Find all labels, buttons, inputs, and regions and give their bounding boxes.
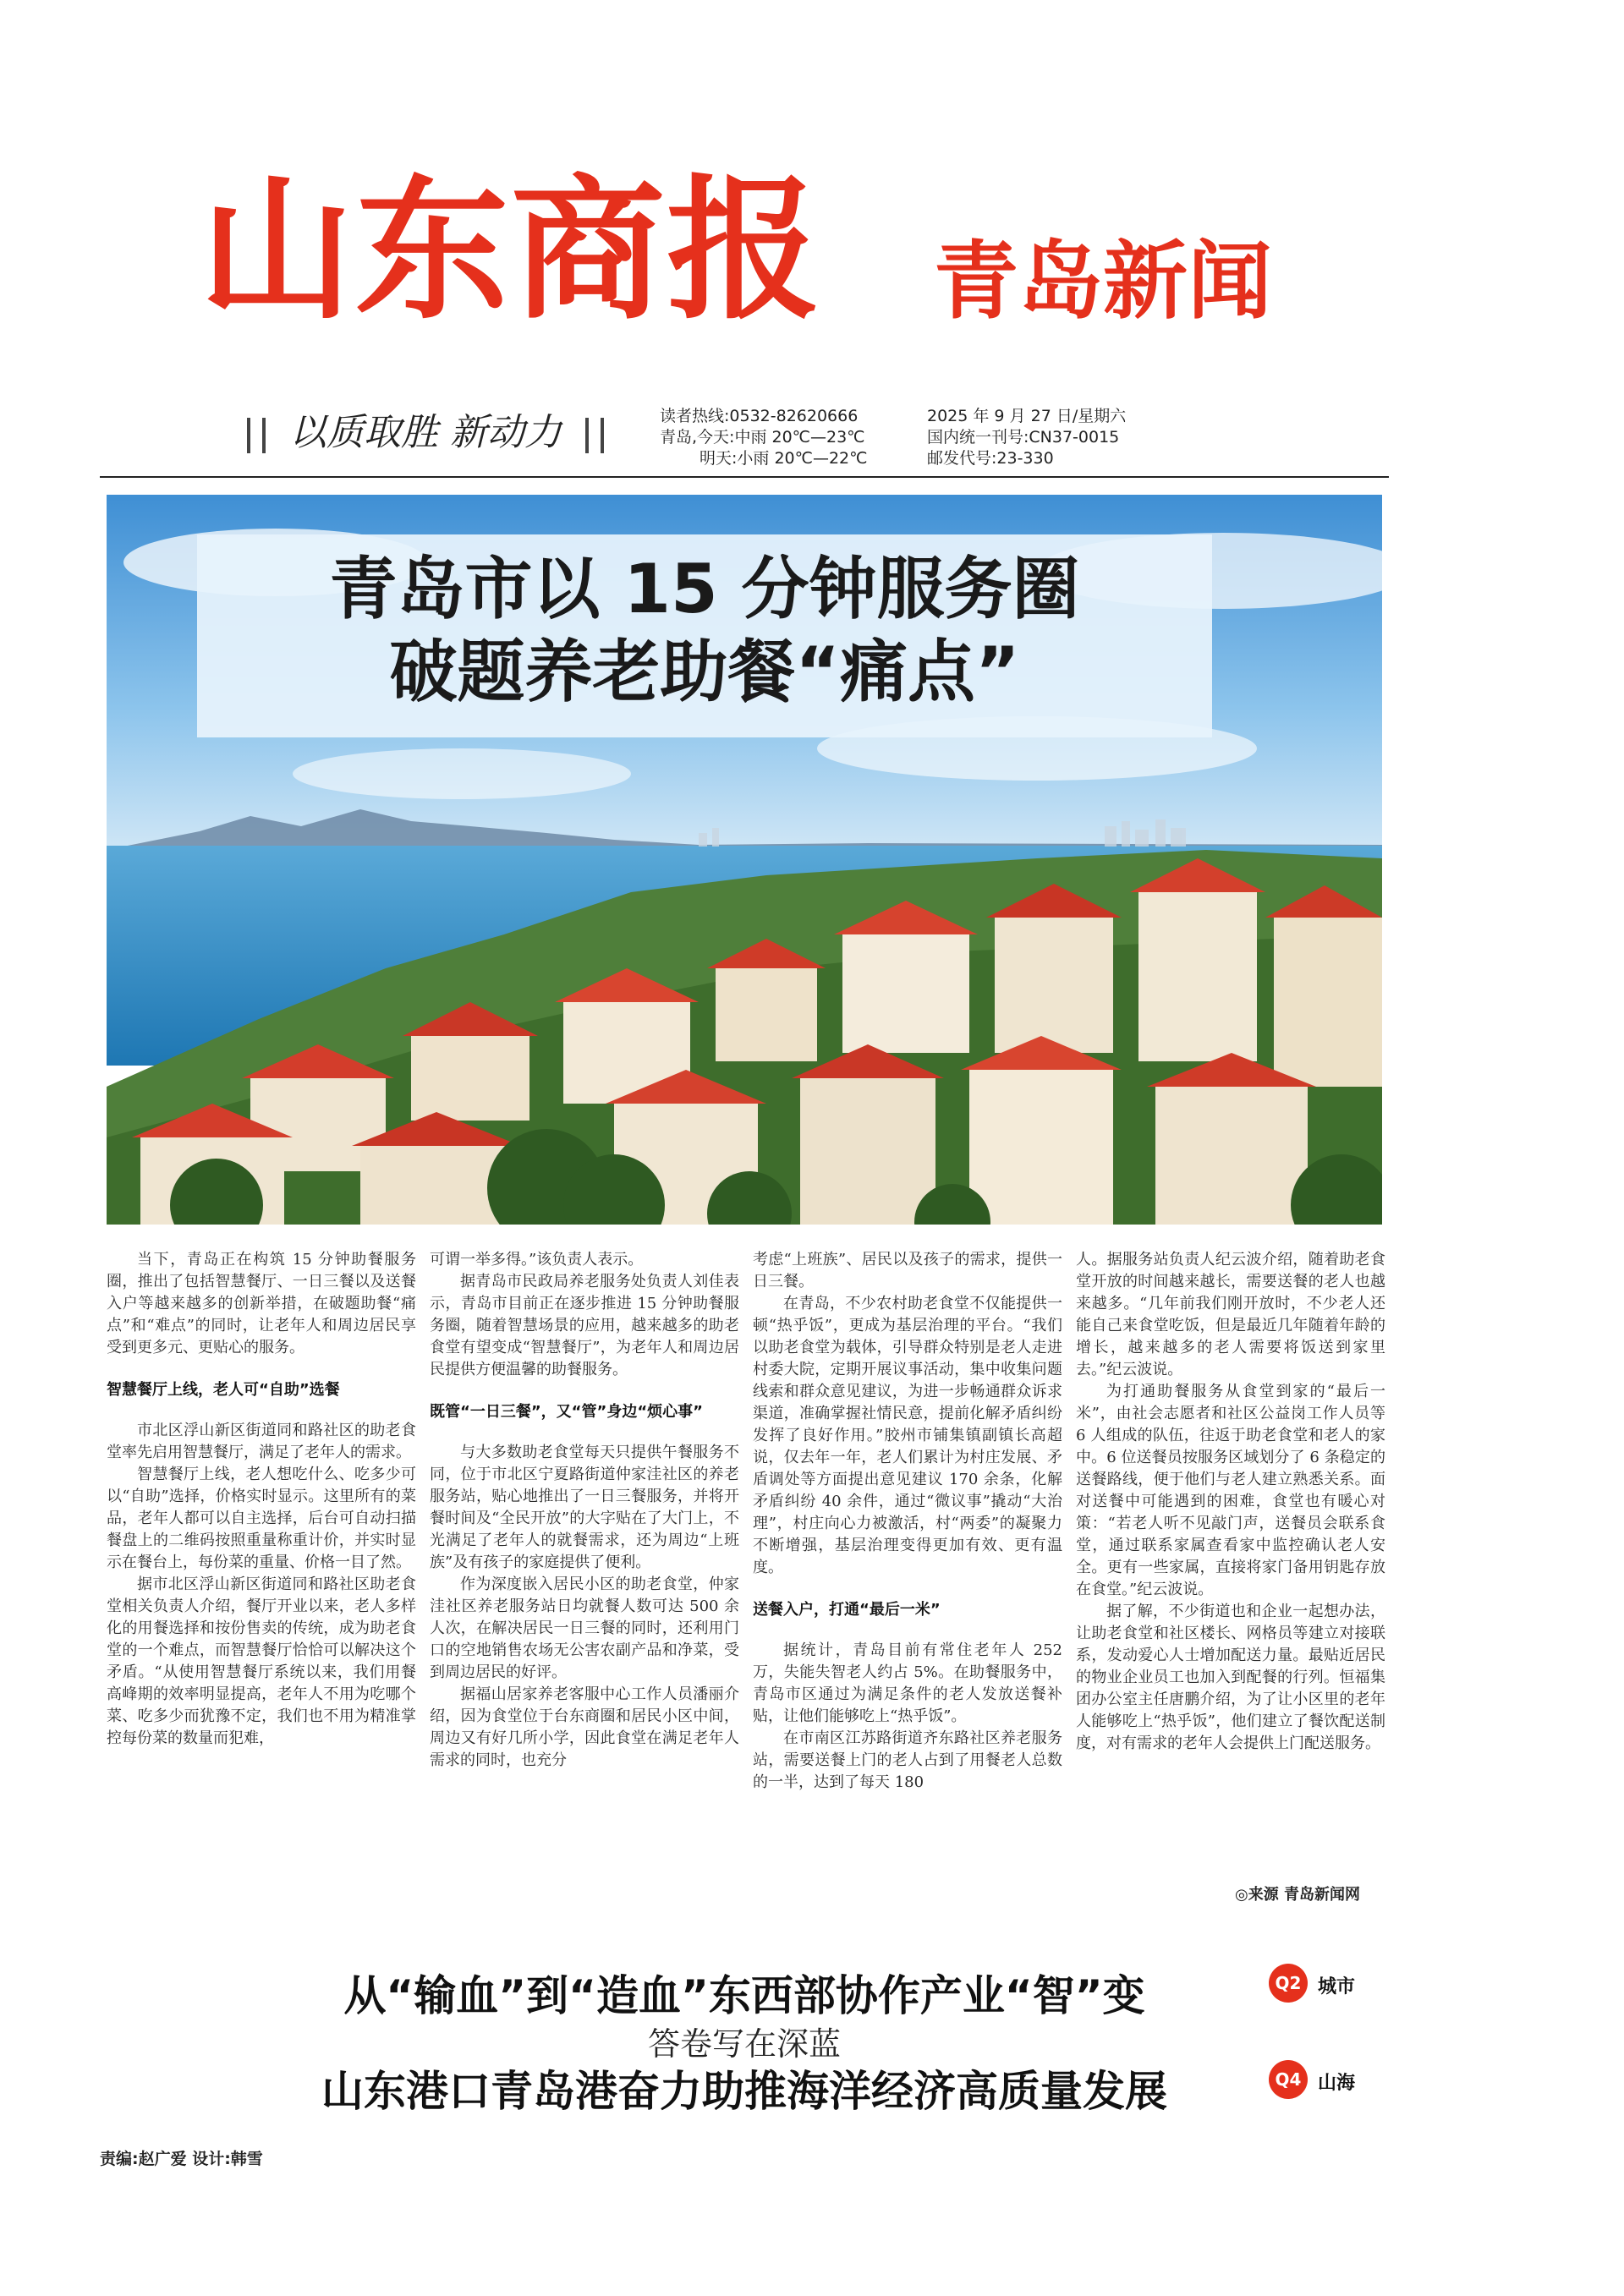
teaser-headline-1[interactable]: 从“输血”到“造血”东西部协作产业“智”变 bbox=[343, 1971, 1145, 2020]
teaser-headline-2[interactable]: 山东港口青岛港奋力助推海洋经济高质量发展 bbox=[321, 2067, 1167, 2116]
paragraph: 据福山居家养老客服中心工作人员潘丽介绍，因为食堂位于台东商圈和居民小区中间，周边又有好几所小学，因此食堂在满足老年人需求的同时，也充分 bbox=[430, 1685, 739, 1769]
article-column-2 bbox=[430, 1249, 739, 1772]
headline-line-1: 青岛市以 15 分钟服务圈 bbox=[329, 550, 1080, 628]
section-heading: 送餐入户，打通“最后一米” bbox=[753, 1601, 941, 1619]
section-heading: 既管“一日三餐”，又“管”身边“烦心事” bbox=[430, 1403, 703, 1421]
paragraph: 当下，青岛正在构筑 15 分钟助餐服务圈，推出了包括智慧餐厅、一日三餐以及送餐入户等越来越多的创新举措，在破题助餐“痛点”和“难点”的同时，让老年人和周边居民享受到更多元、更贴心的服务。 bbox=[107, 1251, 416, 1356]
masthead-divider bbox=[100, 476, 1389, 478]
right-bracket-icon bbox=[585, 418, 604, 453]
page-badge-q4-label: 山海 bbox=[1318, 2073, 1356, 2094]
paragraph: 考虑“上班族”、居民以及孩子的需求，提供一日三餐。 bbox=[753, 1251, 1062, 1290]
paragraph: 与大多数助老食堂每天只提供午餐服务不同，位于市北区宁夏路街道仲家洼社区的养老服务站，贴心地推出了一日三餐服务，并将开餐时间及“全民开放”的大字贴在了大门上，不光满足了老年人的就餐需求，还为周边“上班族”及有孩子的家庭提供了便利。 bbox=[430, 1444, 739, 1571]
issn-number: 国内统一刊号:CN37-0015 bbox=[927, 428, 1120, 447]
page-badge-q4[interactable]: Q4 bbox=[1269, 2060, 1308, 2099]
issue-date: 2025 年 9 月 27 日/星期六 bbox=[927, 407, 1127, 425]
reader-hotline: 读者热线:0532-82620666 bbox=[660, 407, 859, 425]
article-column-1 bbox=[107, 1249, 416, 1750]
paragraph: 在青岛，不少农村助老食堂不仅能提供一顿“热乎饭”，更成为基层治理的平台。“我们以助老食堂为载体，引导群众特别是老人走进村委大院，定期开展议事活动，集中收集问题线索和群众意见建议，为进一步畅通群众诉求渠道，准确掌握社情民意，提前化解矛盾纠纷发挥了良好作用。”胶州市铺集镇副镇长高超说，仅去年一年，老人们累计为村庄发展、矛盾调处等方面提出意见建议 170 余条，化解矛盾纠纷 40 余件，通过“微议事”撬动“大治理”，村庄向心力被激活，村“两委”的凝聚力不断增强，基层治理变得更加有效、更有温度。 bbox=[753, 1295, 1062, 1576]
masthead-slogan-bar bbox=[235, 406, 646, 460]
article-column-4 bbox=[1076, 1249, 1385, 1755]
paragraph: 作为深度嵌入居民小区的助老食堂，仲家洼社区养老服务站日均就餐人数可达 500 余人次，在解决居民一日三餐的同时，还利用门口的空地销售农场无公害农副产品和净菜，受到周边居民的好评。 bbox=[430, 1575, 739, 1681]
paragraph: 在市南区江苏路街道齐东路社区养老服务站，需要送餐上门的老人占到了用餐老人总数的一半，达到了每天 180 bbox=[753, 1729, 1062, 1791]
section-heading: 智慧餐厅上线，老人可“自助”选餐 bbox=[107, 1381, 340, 1399]
paragraph: 人。据服务站负责人纪云波介绍，随着助老食堂开放的时间越来越长，需要送餐的老人也越来越多。“几年前我们刚开放时，不少老人还能自己来食堂吃饭，但是最近几年随着年龄的增长，越来越多的老人需要将饭送到家里去。”纪云波说。 bbox=[1076, 1251, 1385, 1378]
masthead-title: 山东商报 bbox=[200, 161, 822, 340]
paragraph: 据了解，不少街道也和企业一起想办法，让助老食堂和社区楼长、网格员等建立对接联系，发动爱心人士增加配送力量。最贴近居民的物业企业员工也加入到配餐的行列。恒福集团办公室主任唐鹏介绍，为了让小区里的老年人能够吃上“热乎饭”，他们建立了餐饮配送制度，对有需求的老年人会提供上门配送服务。 bbox=[1076, 1603, 1385, 1752]
contact-weather-block bbox=[660, 406, 867, 469]
paragraph: 据市北区浮山新区街道同和路社区助老食堂相关负责人介绍，餐厅开业以来，老人多样化的用餐选择和按份售卖的传统，成为助老食堂的一个难点，而智慧餐厅恰恰可以解决这个矛盾。“从使用智慧餐厅系统以来，我们用餐高峰期的效率明显提高，老年人不用为吃哪个菜、吃多少而犹豫不定，我们也不用为精准掌控每份菜的数量而犯难， bbox=[107, 1575, 416, 1747]
paragraph: 智慧餐厅上线，老人想吃什么、吃多少可以“自助”选择，价格实时显示。这里所有的菜品，老年人都可以自主选择，后台可自动扫描餐盘上的二维码按照重量称重计价，并实时显示在餐台上，每份菜的重量、价格一目了然。 bbox=[107, 1466, 416, 1571]
paragraph: 市北区浮山新区街道同和路社区的助老食堂率先启用智慧餐厅，满足了老年人的需求。 bbox=[107, 1422, 416, 1461]
paragraph: 为打通助餐服务从食堂到家的“最后一米”，由社会志愿者和社区公益岗工作人员等 6 人组成的队伍，往返于助老食堂和老人的家中。6 位送餐员按服务区域划分了 6 条稳定的送餐路线，便于他们与老人建立熟悉关系。面对送餐中可能遇到的困难，食堂也有暖心对策：“若老人听不见敲门声，送餐员会联系食堂，通过联系家属查看家中监控确认老人安全。更有一些家属，直接将家门备用钥匙存放在食堂。”纪云波说。 bbox=[1076, 1383, 1385, 1598]
source-credit: ◎来源 青岛新闻网 bbox=[1235, 1886, 1360, 1904]
teaser-subheadline-2[interactable]: 答卷写在深蓝 bbox=[647, 2025, 841, 2063]
issue-info-block bbox=[927, 406, 1126, 469]
paragraph: 可谓一举多得。”该负责人表示。 bbox=[430, 1251, 644, 1269]
paragraph: 据统计，青岛目前有常住老年人 252 万，失能失智老人约占 5%。在助餐服务中，青岛市区通过为满足条件的老人发放送餐补贴，让他们能够吃上“热乎饭”。 bbox=[753, 1641, 1062, 1725]
headline-line-2: 破题养老助餐“痛点” bbox=[389, 633, 1020, 711]
weather-tomorrow: 明天:小雨 20℃—22℃ bbox=[700, 449, 868, 468]
masthead-slogan: 以质取胜 新动力 bbox=[289, 411, 562, 454]
page-badge-q2-label: 城市 bbox=[1318, 1976, 1356, 1997]
headline-box bbox=[197, 534, 1212, 737]
left-bracket-icon bbox=[247, 418, 266, 453]
article-column-3 bbox=[753, 1249, 1062, 1794]
editor-credits: 责编:赵广爱 设计:韩雪 bbox=[100, 2150, 263, 2168]
paragraph: 据青岛市民政局养老服务处负责人刘佳表示，青岛市目前正在逐步推进 15 分钟助餐服务圈，随着智慧场景的应用，越来越多的助老食堂有望变成“智慧餐厅”，为老年人和周边居民提供方便温馨的助餐服务。 bbox=[430, 1273, 739, 1378]
page-badge-q2[interactable]: Q2 bbox=[1269, 1964, 1308, 2003]
masthead-edition: 青岛新闻 bbox=[934, 232, 1272, 331]
weather-today: 青岛,今天:中雨 20℃—23℃ bbox=[660, 428, 865, 447]
postal-code: 邮发代号:23-330 bbox=[927, 449, 1054, 468]
